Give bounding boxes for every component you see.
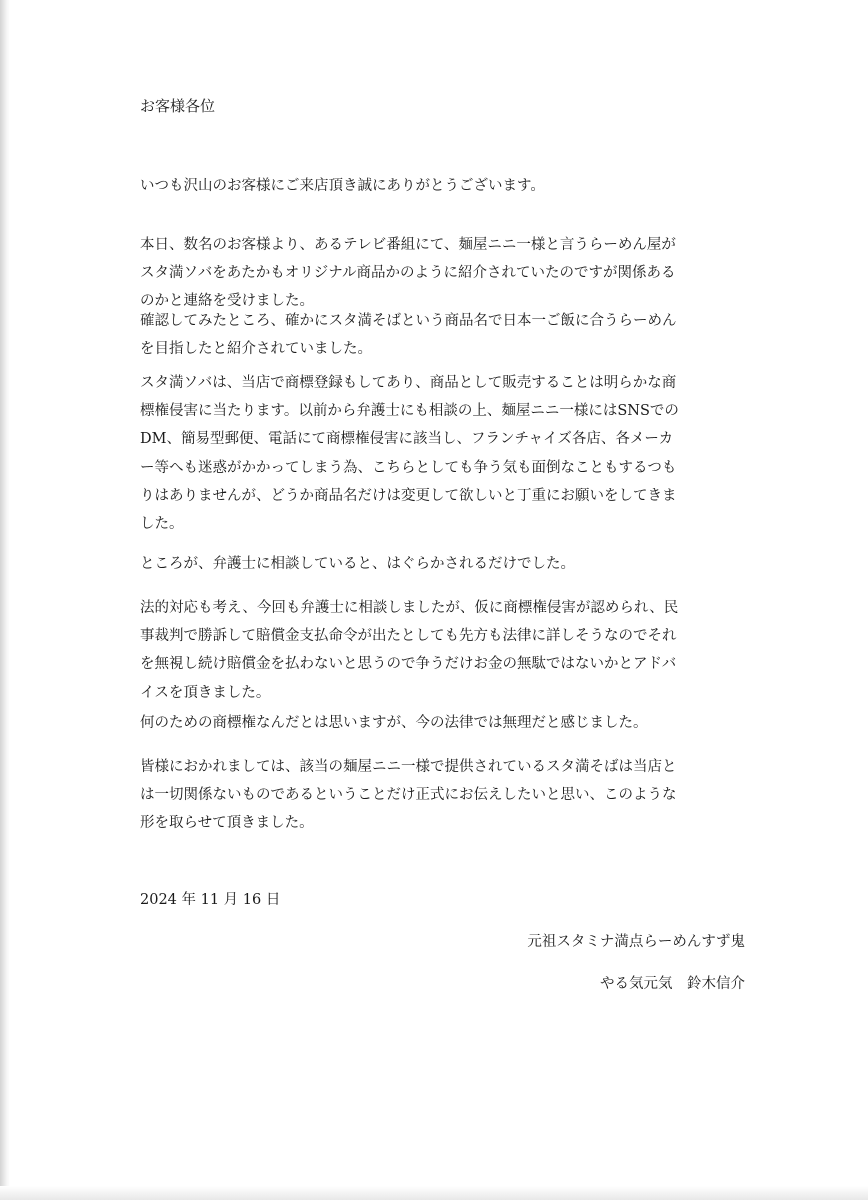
paragraph-line: スタ満ソバをあたかもオリジナル商品かのように紹介されていたのですが関係ある [140,265,676,282]
paragraph-greeting [140,172,745,200]
paragraph-line: スタ満ソバは、当店で商標登録もしてあり、商品として販売することは明らかな商 [140,375,677,391]
paragraph-line: 事裁判で勝訴して賠償金支払命令が出たとしても先方も法律に詳しそうなのでそれ [140,628,677,645]
paragraph-report [140,231,745,316]
page-bottom-shadow [0,1186,868,1200]
paragraph-line: イスを頂きました。 [140,684,271,701]
paragraph-line: は一切関係ないものであるということだけ正式にお伝えしたいと思い、このような [140,787,677,804]
signature-shop-name: 元祖スタミナ満点らーめんすず鬼 [527,934,745,950]
paragraph-line: 法的対応も考え、今回も弁護士に相談しましたが、仮に商標権侵害が認められ、民 [140,600,679,616]
paragraph-line: りはありませんが、どうか商品名だけは変更して欲しいと丁重にお願いをしてきま [140,487,677,504]
paragraph-trademark [140,369,745,538]
paragraph-line: 何のための商標権なんだとは思いますが、今の法律では無理だと感じました。 [140,715,648,731]
paragraph-lawyer-response [140,550,745,578]
paragraph-confirmation [140,307,745,363]
paragraph-legal-advice [140,594,745,707]
paragraph-line: 本日、数名のお客様より、あるテレビ番組にて、麺屋ニニ一様と言うらーめん屋が [140,237,676,253]
paragraph-line: 形を取らせて頂きました。 [140,815,314,832]
paragraph-line: を無視し続け賠償金を払わないと思うので争うだけお金の無駄ではないかとアドバ [140,656,677,673]
paragraph-line: のかと連絡を受けました。 [140,293,314,310]
paragraph-line: を目指したと紹介されていました。 [140,341,372,358]
paragraph-line: DM、簡易型郵便、電話にて商標権侵害に該当し、フランチャイズ各店、各メーカ [140,431,674,448]
page-edge-shadow [0,0,10,1200]
paragraph-line: 皆様におかれましては、該当の麺屋ニニ一様で提供されているスタ満そばは当店と [140,759,677,775]
paragraph-line: ー等へも迷惑がかかってしまう為、こちらとしても争う気も面倒なこともするつも [140,459,677,476]
paragraph-line: 標権侵害に当たります。以前から弁護士にも相談の上、麺屋ニニ一様にはSNSでの [140,403,679,420]
paragraph-notice [140,753,745,838]
paragraph-line: した。 [140,515,184,532]
paragraph-opinion [140,709,745,737]
letter-date: 2024 年 11 月 16 日 [140,892,281,908]
paragraph-line: 確認してみたところ、確かにスタ満そばという商品名で日本一ご飯に合うらーめん [140,313,677,329]
paragraph-line: いつも沢山のお客様にご来店頂き誠にありがとうございます。 [140,178,545,194]
paragraph-line: ところが、弁護士に相談していると、はぐらかされるだけでした。 [140,556,575,572]
signature-person-name: やる気元気 鈴木信介 [600,976,745,992]
salutation: お客様各位 [140,97,216,115]
